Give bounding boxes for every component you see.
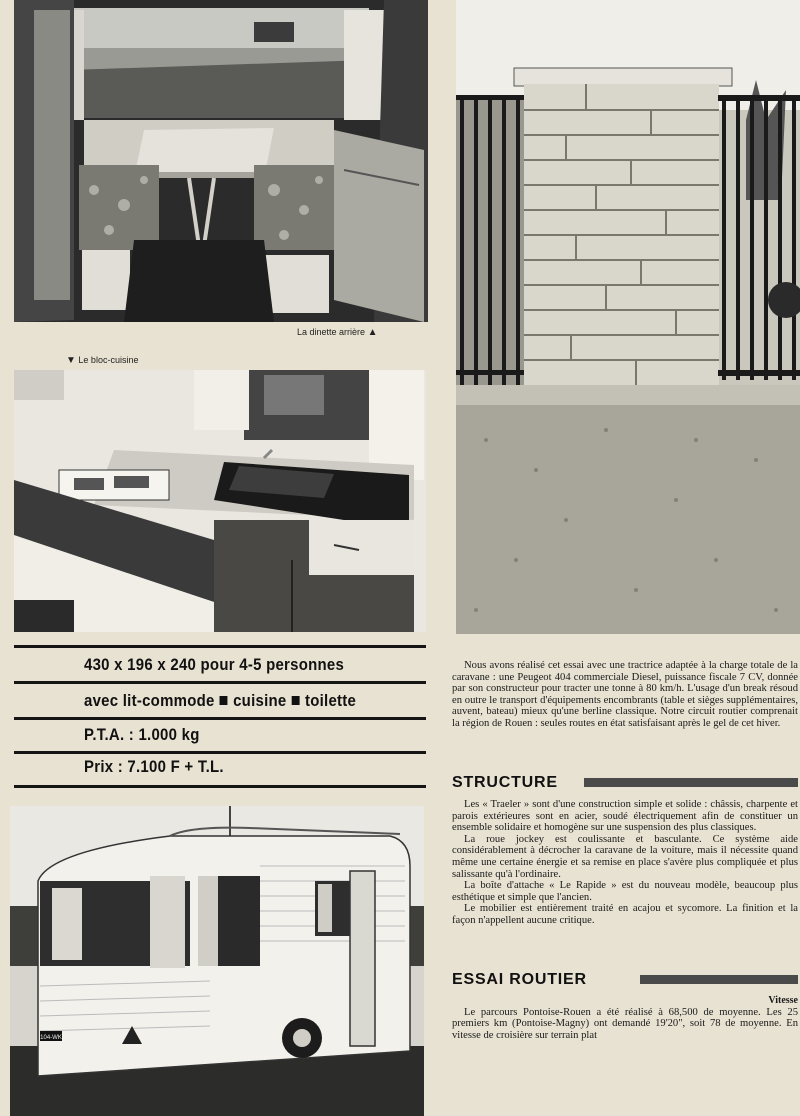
intro-paragraph [452, 660, 798, 730]
spec-rule [14, 681, 426, 684]
spec-box [14, 645, 426, 790]
spec-prix: Prix : 7.100 F + T.L. [84, 757, 224, 776]
essai-p1: Le parcours Pontoise-Rouen a été réalisé à 68,500 de moyenne. Les 25 premiers km (Pontoise-Magny) ont demandé 19'20", soit 78 de moyenne. En vitesse de croisière sur terrain plat [452, 1006, 798, 1041]
caption-dinette-text: La dinette arrière [297, 327, 366, 337]
caption-dinette [297, 327, 377, 338]
photo-caravan-exterior [10, 806, 424, 1116]
heading-bar [584, 778, 798, 787]
essai-title: ESSAI ROUTIER [452, 971, 587, 988]
essai-heading [452, 971, 798, 989]
spec-rule [14, 717, 426, 720]
structure-title: STRUCTURE [452, 774, 558, 791]
arrow-up-icon: ▲ [367, 327, 378, 339]
bullet-square-icon [220, 696, 228, 705]
structure-p1: Les « Traeler » sont d'une construction simple et solide : châssis, charpente et parois extérieures sont en acier, soudé électriquement afin de constituer un ensemble solidaire et homogène sur une suspension des plus classiques. [452, 799, 798, 834]
heading-bar [640, 975, 798, 984]
plate-text: 104-WK [40, 1035, 62, 1041]
arrow-down-icon: ▼ [66, 355, 76, 367]
intro-text: Nous avons réalisé cet essai avec une tractrice adaptée à la charge totale de la caravane : une Peugeot 404 commerciale Diesel, puissance fiscale 7 CV, donnée par son constructeur pour tracter une tonne à 80 km/h. L'usage d'un break résoud en outre le transport d'équipements encombrants (table et sièges supplémentaires, auvent, bateau) mieux qu'une berline classique. Notre circuit routier comprenait la région de Rouen : seules routes en état satisfaisant après le gel de cet hiver. [452, 660, 798, 729]
photo-gate-pillar [456, 0, 800, 634]
spec-equipment-b: cuisine [233, 691, 287, 710]
structure-p4: Le mobilier est entièrement traité en acajou et sycomore. La finition et la façon n'appellent aucune critique. [452, 903, 798, 926]
essai-body [452, 995, 798, 1041]
spec-pta: P.T.A. : 1.000 kg [84, 725, 200, 744]
photo-dinette [14, 0, 428, 322]
spec-rule [14, 785, 426, 788]
structure-body [452, 799, 798, 927]
spec-rule [14, 645, 426, 648]
caption-bloc-cuisine-text: Le bloc-cuisine [78, 355, 139, 365]
caption-bloc-cuisine [66, 355, 138, 366]
photo-bloc-cuisine [14, 370, 426, 632]
spec-equipment-a: avec lit-commode [84, 691, 215, 710]
spec-rule [14, 751, 426, 754]
bullet-square-icon [292, 696, 300, 705]
essai-subhead: Vitesse [768, 995, 798, 1006]
structure-heading [452, 774, 798, 792]
structure-p2: La roue jockey est coulissante et basculante. Ce système aide considérablement à décrocher la caravane de la voiture, mais il nécessite quand même une certaine énergie et sa remise en place s'avère plus compliquée et plus salissante qu'à l'ordinaire. [452, 833, 798, 880]
spec-equipment [84, 691, 356, 711]
spec-dimensions: 430 x 196 x 240 pour 4-5 personnes [84, 655, 345, 674]
spec-equipment-c: toilette [304, 691, 357, 710]
structure-p3: La boîte d'attache « Le Rapide » est du nouveau modèle, beaucoup plus esthétique et simple que l'ancien. [452, 880, 798, 903]
